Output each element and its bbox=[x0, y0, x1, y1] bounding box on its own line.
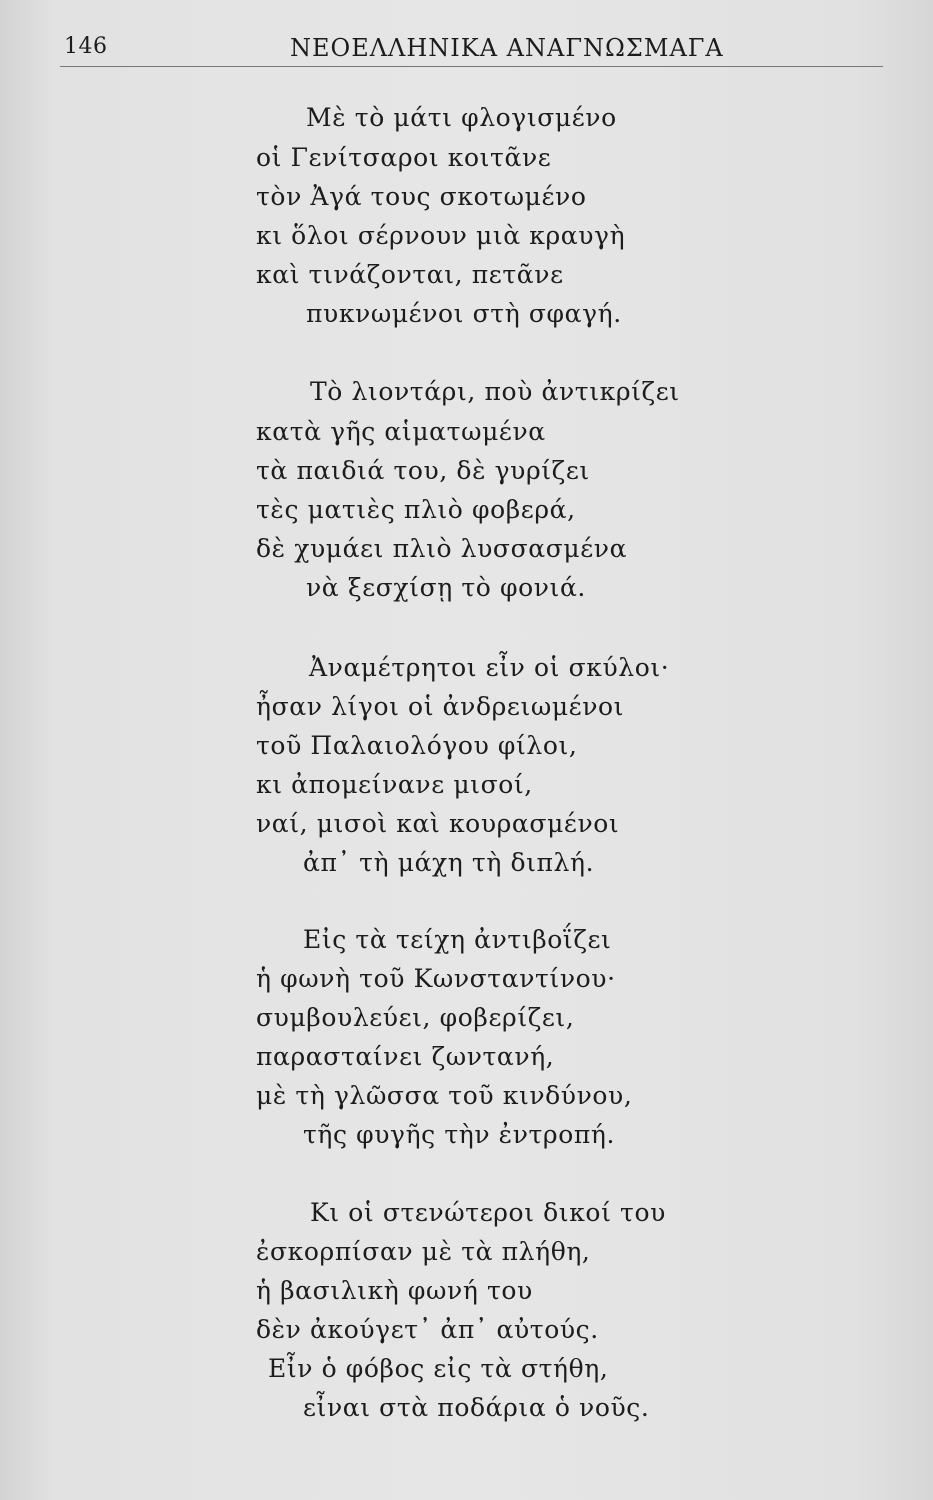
verse-line: δὲν ἀκούγετ᾽ ἀπ᾽ αὐτούς. bbox=[256, 1315, 599, 1344]
verse-line: Ἀναμέτρητοι εἶν οἱ σκύλοι· bbox=[309, 653, 670, 682]
page-number: 146 bbox=[64, 34, 108, 59]
verse-line: πυκνωμένοι στὴ σφαγή. bbox=[306, 299, 622, 328]
verse-line: Κι οἱ στενώτεροι δικοί του bbox=[310, 1198, 666, 1227]
verse-line: οἱ Γενίτσαροι κοιτᾶνε bbox=[256, 143, 552, 172]
verse-line: εἶναι στὰ ποδάρια ὁ νοῦς. bbox=[303, 1393, 650, 1422]
verse-line: ναί, μισοὶ καὶ κουρασμένοι bbox=[256, 809, 620, 838]
verse-line: κι ὅλοι σέρνουν μιὰ κραυγὴ bbox=[256, 221, 626, 250]
verse-line: νὰ ξεσχίσῃ τὸ φονιά. bbox=[306, 573, 586, 602]
verse-line: παρασταίνει ζωντανή, bbox=[256, 1042, 555, 1071]
running-title: ΝΕΟΕΛΛΗΝΙΚΑ ΑΝΑΓΝΩΣΜΑΓΑ bbox=[290, 34, 724, 62]
verse-line: κι ἀπομείνανε μισοί, bbox=[256, 770, 533, 799]
verse-line: ἐσκορπίσαν μὲ τὰ πλήθη, bbox=[256, 1237, 591, 1266]
verse-line: Μὲ τὸ μάτι φλογισμένο bbox=[306, 103, 617, 132]
verse-line: τοῦ Παλαιολόγου φίλοι, bbox=[256, 731, 578, 760]
verse-line: τῆς φυγῆς τὴν ἐντροπή. bbox=[303, 1120, 616, 1149]
verse-line: τὲς ματιὲς πλιὸ φοβερά, bbox=[256, 495, 576, 524]
verse-line: τὸν Ἀγά τους σκοτωμένο bbox=[256, 182, 587, 211]
verse-line: ἀπ᾽ τὴ μάχη τὴ διπλή. bbox=[303, 848, 595, 877]
page-header bbox=[60, 28, 883, 68]
verse-line: ἡ βασιλικὴ φωνή του bbox=[256, 1276, 533, 1305]
verse-line: Τὸ λιοντάρι, ποὺ ἀντικρίζει bbox=[310, 377, 680, 406]
header-rule bbox=[60, 66, 883, 67]
verse-line: Εἶν ὁ φόβος εἰς τὰ στήθη, bbox=[268, 1354, 609, 1383]
verse-line: καὶ τινάζονται, πετᾶνε bbox=[256, 260, 564, 289]
verse-line: Εἰς τὰ τείχη ἀντιβοΐζει bbox=[303, 925, 612, 954]
verse-line: κατὰ γῆς αἱματωμένα bbox=[256, 417, 546, 446]
verse-line: τὰ παιδιά του, δὲ γυρίζει bbox=[256, 456, 590, 485]
verse-line: συμβουλεύει, φοβερίζει, bbox=[256, 1003, 575, 1032]
verse-line: ἦσαν λίγοι οἱ ἀνδρειωμένοι bbox=[256, 692, 625, 721]
verse-line: δὲ χυμάει πλιὸ λυσσασμένα bbox=[256, 534, 628, 563]
verse-line: μὲ τὴ γλῶσσα τοῦ κινδύνου, bbox=[256, 1081, 633, 1110]
verse-line: ἡ φωνὴ τοῦ Κωνσταντίνου· bbox=[256, 964, 616, 993]
